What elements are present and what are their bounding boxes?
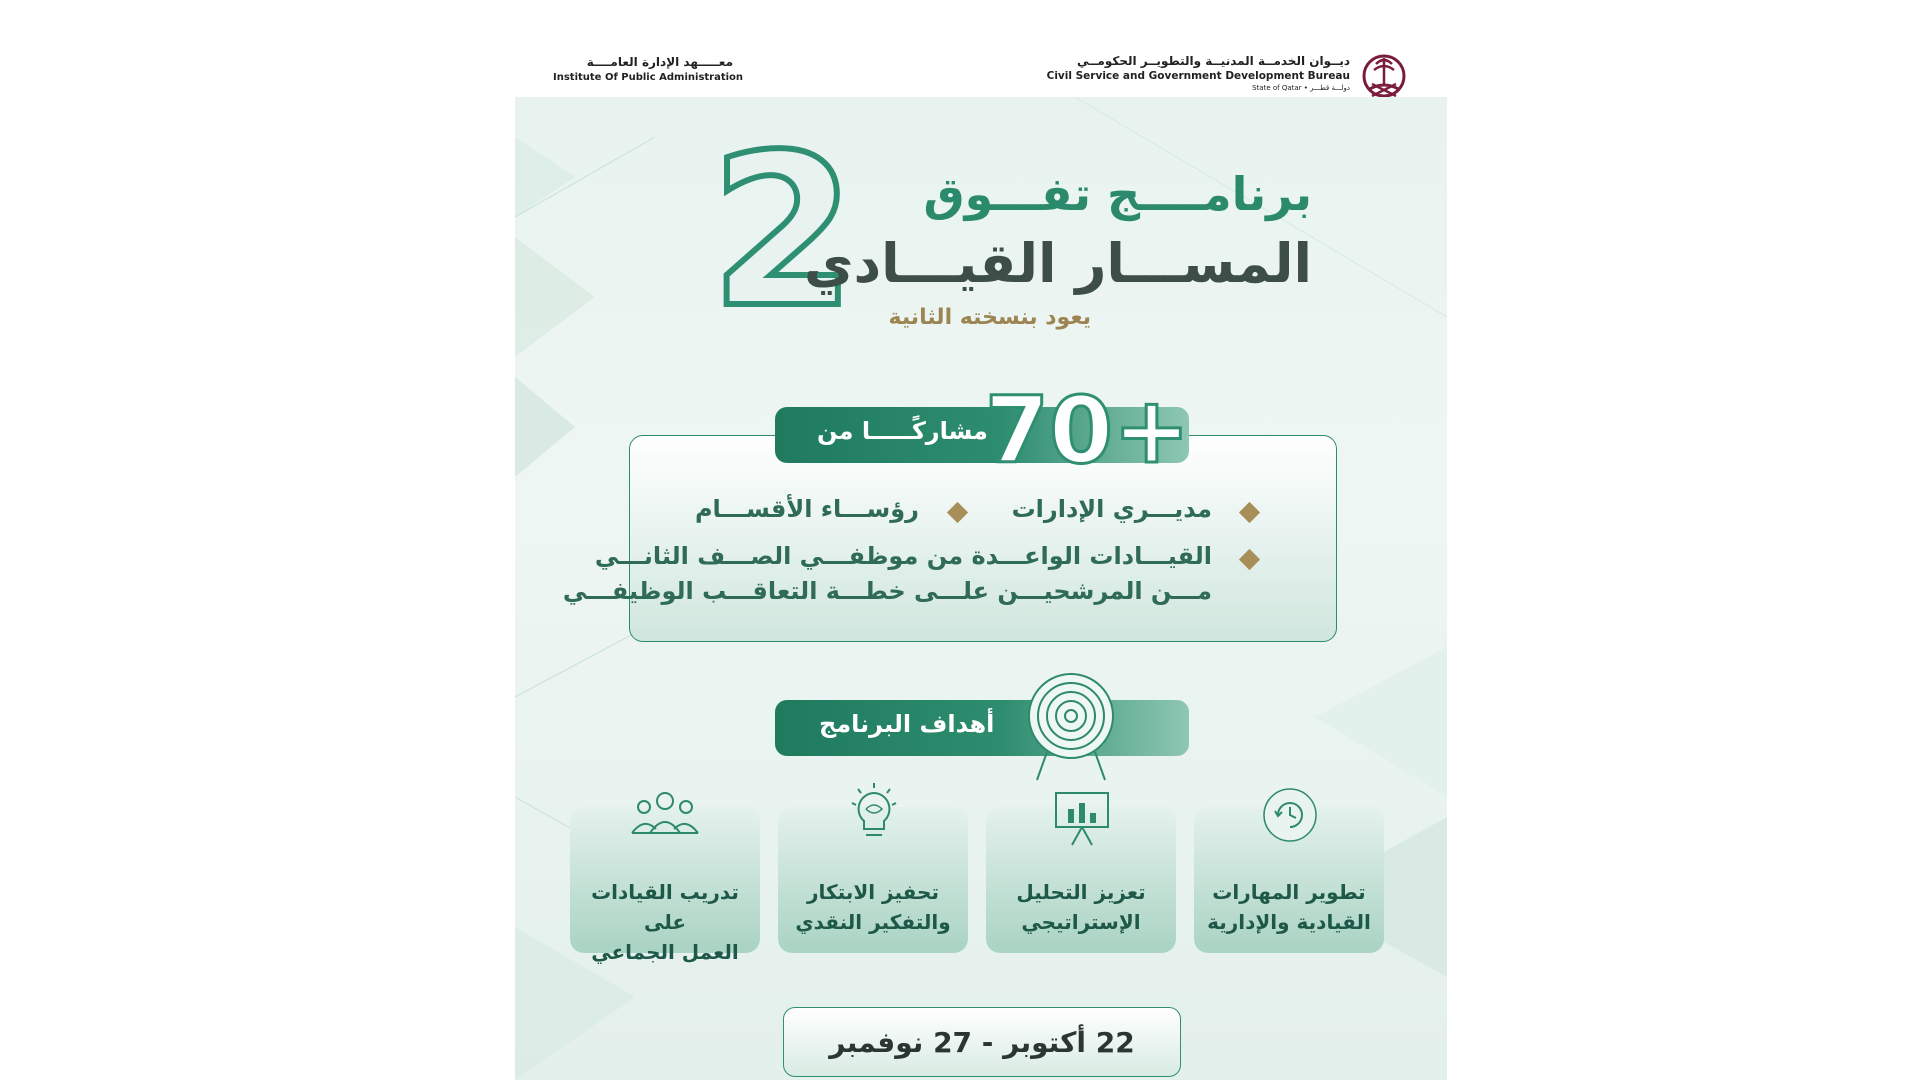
participants-label: مشاركًـــــا من (817, 417, 988, 445)
goal-line1: تدريب القيادات على (591, 880, 739, 934)
goal-line1: تعزيز التحليل (1016, 880, 1146, 904)
goal-line2: الإستراتيجي (1021, 910, 1141, 934)
poster (515, 97, 1447, 1080)
goal-line1: تطوير المهارات (1212, 880, 1366, 904)
goals-title: أهداف البرنامج (819, 710, 995, 738)
team-icon (630, 789, 700, 839)
program-title-line1: برنامــــج تفـــوق (923, 167, 1312, 221)
goals-banner (775, 700, 1189, 756)
goal-line2: القيادية والإدارية (1207, 910, 1371, 934)
bureau-logo (1040, 50, 1410, 100)
goal-card-skills (1194, 807, 1384, 953)
ipa-logo (553, 55, 744, 83)
bureau-name-en: Civil Service and Government Development Bureau (1046, 70, 1350, 82)
qatar-emblem-icon (1358, 50, 1410, 102)
participant-item: رؤســـاء الأقســـام (694, 495, 919, 523)
lightbulb-brain-icon (844, 783, 904, 847)
target-icon (1025, 670, 1117, 790)
ipa-name-en: Institute Of Public Administration (553, 72, 744, 83)
goal-card-innovation (778, 807, 968, 953)
goal-line2: العمل الجماعي (591, 940, 739, 964)
program-title-line2: المســـار القيـــادي (803, 232, 1312, 295)
cycle-clock-icon (1262, 787, 1318, 843)
bureau-name-ar: ديــوان الخدمــة المدنيــة والتطويــر الحكومــي (1077, 54, 1350, 68)
goal-card-analysis (986, 807, 1176, 953)
participants-box (629, 435, 1337, 642)
participant-item: مـــن المرشحيـــن علـــى خطـــة التعاقـــب الوظيفـــي (562, 577, 1212, 605)
edition-number: 2 (710, 109, 857, 354)
bureau-state: State of Qatar • دولـــة قطـــر (1252, 84, 1350, 92)
date-box (783, 1007, 1181, 1077)
participant-item: القيـــادات الواعـــدة من موظفـــي الصـــف الثانـــي (594, 542, 1212, 570)
participants-count: 70+ (985, 377, 1191, 484)
goal-card-teamwork (570, 807, 760, 964)
goal-line1: تحفيز الابتكار (807, 880, 939, 904)
ipa-name-ar: معـــــهد الإدارة العامــــة (586, 55, 733, 69)
program-subtitle: يعود بنسخته الثانية (888, 305, 1091, 330)
goal-line2: والتفكير النقدي (795, 910, 951, 934)
participant-item: مديـــري الإدارات (1011, 495, 1212, 523)
program-date: 22 أكتوبر - 27 نوفمبر (829, 1026, 1135, 1059)
presentation-chart-icon (1052, 789, 1112, 849)
